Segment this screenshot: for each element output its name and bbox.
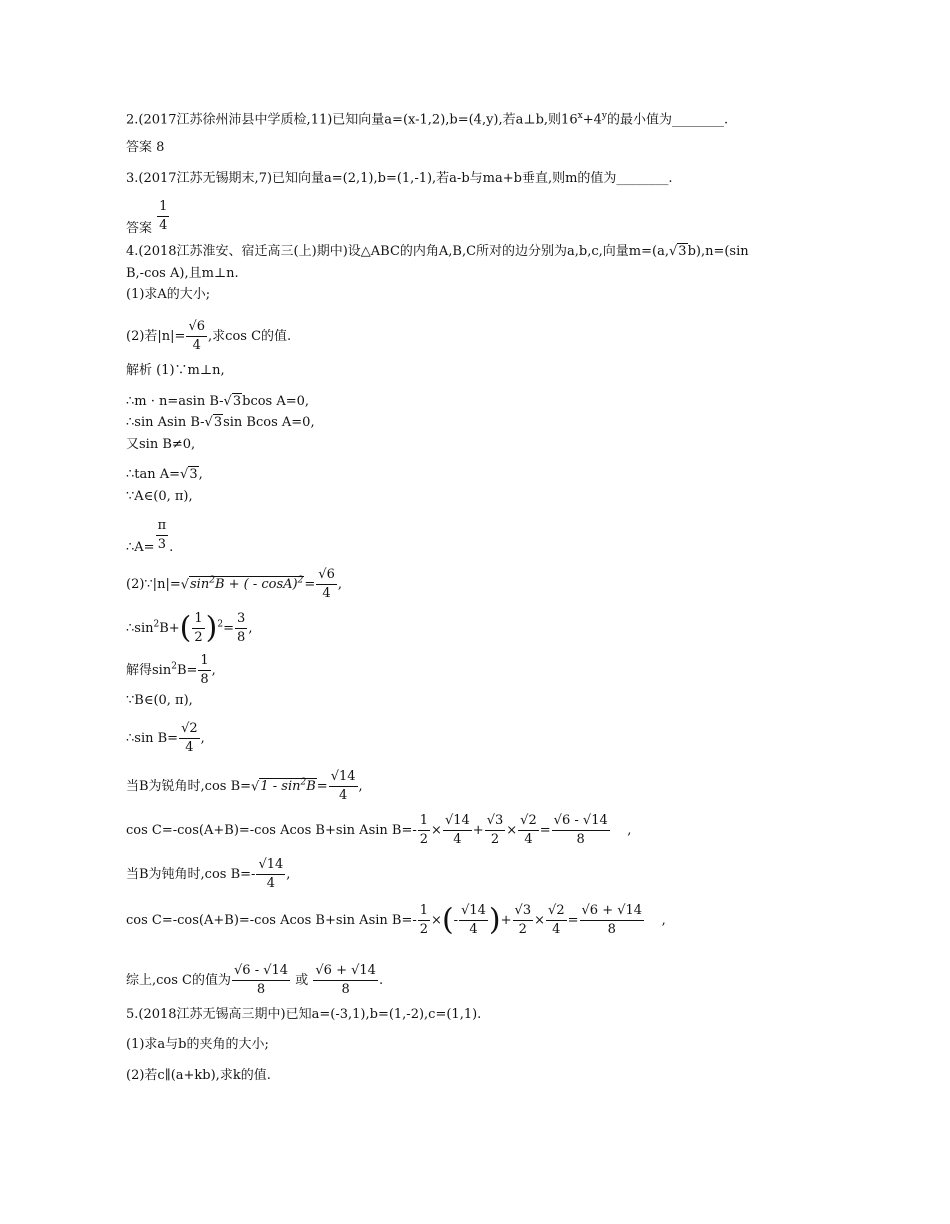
- q4-solution-step1: 解析 (1)∵m⊥n,: [126, 363, 225, 378]
- q5-stem: 5.(2018江苏无锡高三期中)已知a=(-3,1),b=(1,-2),c=(1,1).: [126, 1007, 482, 1022]
- q4-solution-step6: ∵A∈(0, π),: [126, 489, 193, 504]
- q4-part1: (1)求A的大小;: [126, 287, 211, 302]
- q4-solution-step14: cos C=-cos(A+B)=-cos Acos B+sin Asin B=- $\frac{1}{2}$ × $\frac{√14}{4}$ + $\frac{√3}{2}$ × $\frac{√2}{4}$ = $\frac{√6 - √14}{8}$ ,: [126, 813, 632, 847]
- q4-stem-line1: 4.(2018江苏淮安、宿迁高三(上)期中)设△ABC的内角A,B,C所对的边分别为a,b,c,向量m=(a,√3b),n=(sin: [126, 244, 749, 259]
- q4-solution-step13: 当B为锐角时,cos $B=√1 - \sin^2B=$ $\frac{√14}{4}$ ,: [126, 769, 363, 803]
- q4-solution-step9: $\therefore\sin^2B+$( $\frac{1}{2}$ )$^2$= $\frac{3}{8}$ ,: [126, 610, 253, 646]
- q4-solution-step10: 解得$\sin^2B=$ $\frac{1}{8}$ ,: [126, 653, 216, 687]
- q3-answer: 答案 $\frac{1}{4}$: [126, 199, 168, 236]
- q4-solution-step15: 当B为钝角时,cos B=- $\frac{√14}{4}$ ,: [126, 857, 291, 891]
- q4-stem-line2: B,-cos A),且m⊥n.: [126, 266, 239, 281]
- q4-solution-step11: ∵B∈(0, π),: [126, 693, 193, 708]
- q4-solution-step5: ∴tan A=√3,: [126, 467, 203, 482]
- q4-part2: (2)若|n|= $\frac{√6}{4}$ ,求cos C的值.: [126, 319, 292, 353]
- q5-part1: (1)求a与b的夹角的大小;: [126, 1037, 269, 1052]
- q4-solution-step16: cos C=-cos(A+B)=-cos Acos B+sin Asin B=- $\frac{1}{2}$ ×(- $\frac{√14}{4}$ )+ $\frac{√3}{2}$ × $\frac{√2}{4}$ = $\frac{√6 + √14}{8}$ ,: [126, 902, 666, 938]
- q3-stem: 3.(2017江苏无锡期末,7)已知向量a=(2,1),b=(1,-1),若a-b与ma+b垂直,则m的值为________.: [126, 171, 673, 186]
- q2-answer: 答案 8: [126, 140, 165, 155]
- q4-solution-step3: ∴sin Asin B-√3sin Bcos A=0,: [126, 415, 315, 430]
- q4-solution-step2: ∴m · n=asin B-√3bcos A=0,: [126, 394, 310, 409]
- q2-stem: 2.(2017江苏徐州沛县中学质检,11)已知向量a=(x-1,2),b=(4,y),若a⊥b,则$16^x+4^y$的最小值为________.: [126, 111, 729, 128]
- q4-solution-conclusion: 综上,cos C的值为 $\frac{√6 - √14}{8}$ 或 $\frac{√6 + √14}{8}$ .: [126, 963, 384, 997]
- q4-solution-step7: ∴A= $\frac{\pi}{3}$ .: [126, 518, 174, 555]
- q4-solution-step8: $(2)\because|n|=√\sin^2B$ + ( - cosA)$^2$= $\frac{√6}{4}$ ,: [126, 567, 342, 601]
- q5-part2: (2)若c∥(a+kb),求k的值.: [126, 1068, 271, 1083]
- q3-answer-fraction: $\frac{1}{4}$: [159, 199, 168, 233]
- q4-solution-step12: ∴sin B= $\frac{√2}{4}$ ,: [126, 721, 205, 755]
- q4-solution-step4: 又sin B≠0,: [126, 437, 196, 452]
